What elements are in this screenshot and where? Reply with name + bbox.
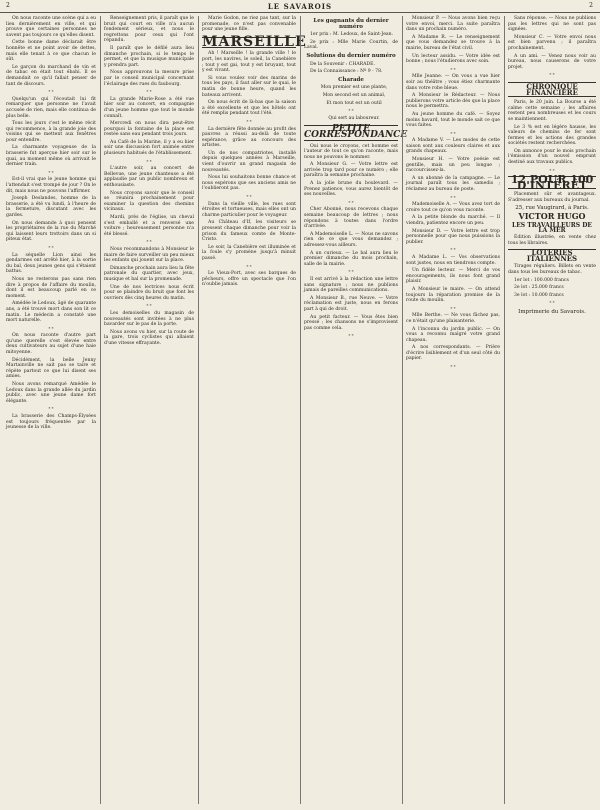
column-rule (504, 16, 505, 804)
separator: * * (48, 406, 54, 412)
separator: * * (450, 364, 456, 370)
separator: * * (450, 305, 456, 311)
marseille-title: MARSEILLE (202, 33, 307, 50)
news-item: Cette bonne dame déclarait être honnête et ne point avoir de dettes, mais elle tenait à ce que chacun le sût. (6, 40, 96, 63)
separator: * * (450, 247, 456, 253)
separator: * * (146, 89, 152, 95)
news-item: On nous raconte d'autre part qu'une querelle s'est élevée entre deux cultivateurs au sujet d'une haie mitoyenne. (6, 333, 96, 356)
correspondance-item: A Madame V. — Les modes de cette saison sont aux couleurs claires et aux grands chapeaux. (406, 138, 500, 155)
column-3-intro: Marie Godon, ne riez pas tant, sur la promenade, ce n'est pas convenable pour une jeune fille. (202, 16, 296, 33)
news-item: Il paraît que le défilé aura lieu dimanche prochain, si le temps le permet, et que la musique municipale y prendra part. (104, 45, 194, 68)
correspondance-item: Mlle Jeanne. — On vous a vue hier soir au théâtre ; vous étiez charmante dans votre robe bleue. (406, 74, 500, 91)
news-item: Nous avons remarqué Amédée le Ledoux dans la grande allée du jardin public, avec une jeune dame fort élégante. (6, 382, 96, 404)
column-3 (202, 16, 307, 804)
separator: * * (348, 199, 354, 205)
victor-hugo-ad-heading: VICTOR HUGO (518, 211, 586, 222)
marseille-paragraph: Si vous voulez voir des marins de tous les pays, il faut aller sur le quai, le matin de bonne heure, quand les bateaux arrivent. (202, 75, 296, 98)
column-5 (406, 16, 500, 804)
news-item: Mardi, près de l'église, un cheval s'est emballé et a renversé une voiture ; heureusement personne n'a été blessé. (104, 215, 194, 237)
news-item: Une de nos lectrices nous écrit pour se plaindre du bruit que font les ouvriers dès cinq heures du matin. (104, 284, 194, 301)
news-item: Nous croyons savoir que le conseil se réunira prochainement pour examiner la question des chemins vicinaux. (104, 190, 194, 213)
news-item: Les demoiselles du magasin de nouveautés sont invitées à ne plus bavarder sur le pas de la porte. (104, 310, 194, 328)
news-item: L'autre soir, au concert de Bellevue, une jeune chanteuse a été applaudie par un public nombreux et enthousiaste. (104, 166, 194, 189)
charade-line: Mon second est un animal, (322, 92, 386, 98)
solution-line: De la Connaissance : Nº 9 - 78. (310, 69, 383, 75)
column-rule (100, 16, 101, 804)
loterie-line: 3e lot : 10.000 francs (514, 292, 564, 298)
marseille-paragraph: Le Vieux-Port, avec ses barques de pêcheurs, offre un spectacle que l'on n'oublie jamais. (202, 271, 296, 288)
separator: * * (450, 66, 456, 72)
chronique-paragraph: Le 3 % est en légère hausse, les valeurs de chemins de fer sont fermes et les actions des grandes sociétés restent recherchées. (508, 124, 596, 147)
marseille-paragraph: On nous écrit de là-bas que la saison a été excellente et que les hôtels ont été remplis pendant tout l'été. (202, 100, 296, 117)
correspondance-item: Au jeune homme du café. — Soyez moins bavard, tout le monde sait ce que vous faites. (406, 111, 500, 129)
solution-line: De la Souvenir : CHARADE. (310, 61, 375, 67)
separator: * * (48, 169, 54, 175)
page-number-left: 2 (6, 2, 11, 9)
separator: * * (450, 130, 456, 136)
news-item: On nous raconte une scène qui a eu lieu dernièrement en ville, et qui prouve que certaines personnes ne savent pas toujours ce qu'elles disent. (6, 16, 96, 38)
petite-correspondance-title: PETITE CORRESPONDANCE (304, 124, 408, 140)
correspondance-item: A la jolie brune du boulevard. — Prenez patience, vous aurez bientôt de ses nouvelles. (304, 181, 398, 198)
winners-heading: Les gagnants du dernier numéro (313, 18, 389, 30)
separator: * * (146, 239, 152, 245)
news-item: La séquelle Lion ainsi les gendarmes ont arrêté hier, à la sortie du bal, deux jeunes gens qui s'étaient battus. (6, 252, 96, 275)
marseille-paragraph: La dernière fête donnée au profit des pauvres a réussi au-delà de toute espérance, grâce au concours des artistes. (202, 126, 296, 149)
correspondance-item: A la petite blonde du marché. — Il viendra, patientez encore un peu. (406, 215, 500, 226)
correspondance-item: Monsieur P. — Nous avons bien reçu votre envoi, merci. La suite paraîtra dans un prochain numéro. (406, 16, 500, 33)
correspondance-item: A Madame L. — Vos observations sont justes, nous en tiendrons compte. (406, 254, 500, 266)
news-item: On nous demande à quoi pensent les propriétaires de la rue du Marché qui laissent leurs trottoirs dans un si piteux état. (6, 220, 96, 243)
correspondance-item: Il est arrivé à la rédaction une lettre sans signature ; nous ne publions jamais de pareilles communications. (304, 276, 398, 294)
separator: * * (246, 118, 252, 124)
correspondance-item: Mlle Berthe. — Ne vous fâchez pas, ce n'était qu'une plaisanterie. (406, 313, 500, 324)
news-item: Mercredi on nous dira peut-être pourquoi la fontaine de la place est restée sans eau pendant trois jours. (104, 121, 194, 138)
charade-line: Mon premier est une plante, (320, 85, 388, 91)
charade-line: Et mon tout est un outil (326, 100, 382, 106)
correspondance-item: Un lecteur assidu. — Votre idée est bonne ; nous l'étudierons avec soin. (406, 53, 500, 65)
correspondance-item: A un curieux. — Le bal aura lieu le premier dimanche du mois prochain, salle de la mairie. (304, 250, 398, 267)
correspondance-item: Cher Abonné, nous recevons chaque semaine beaucoup de lettres ; nous répondons à toutes dans l'ordre d'arrivée. (304, 207, 398, 230)
loteries-ad-text: Tirages réguliers. Billets en vente dans tous les bureaux de tabac. (508, 264, 596, 275)
newspaper-title: LE SAVAROIS (267, 2, 333, 11)
marseille-paragraph: Ah ! Marseille ! la grande ville ! le port, les navires, le soleil, la Canebière ; tout y est gai, tout y est bruyant, tout y est vivant. (202, 51, 296, 74)
separator: * * (348, 269, 354, 275)
separator: * * (450, 194, 456, 200)
marseille-paragraph: Dans la vieille ville, les rues sont étroites et tortueuses, mais elles ont un charme particulier pour le voyageur. (202, 201, 296, 218)
news-item: La brasserie des Champs-Élysées est toujours fréquentée par la jeunesse de la ville. (6, 414, 96, 431)
correspondance-item: Un fidèle lecteur. — Merci de vos encouragements, ils nous font grand plaisir. (406, 268, 500, 285)
loterie-line: 1er lot : 100.000 francs (514, 277, 569, 283)
interest-ad-heading: 12 POUR 100 D'INTÉRÊT (508, 176, 596, 189)
interest-ad-text: Placement sûr et avantageux. S'adresser aux bureaux du journal. (508, 192, 596, 204)
charade-line: Qui sert au laboureur. (328, 115, 380, 121)
correspondance-item: Monsieur D. — Votre lettre est trop personnelle pour que nous puissions la publier. (406, 228, 500, 245)
victor-hugo-ad-text: Édition illustrée, en vente chez tous les libraires. (508, 235, 596, 246)
news-item: Est-il vrai que le jeune homme qui l'attendait s'est trompé de jour ? On le dit, mais nous ne pouvons l'affirmer. (6, 177, 96, 194)
separator: * * (348, 108, 354, 114)
chronique-financiere-title: CHRONIQUE FINANCIÈRE (508, 82, 596, 97)
loterie-line: 2e lot : 25.000 francs (514, 285, 564, 291)
correspondance-item: A nos correspondants. — Prière d'écrire lisiblement et d'un seul côté du papier. (406, 345, 500, 362)
correspondance-item: Sans réponse. — Nous ne publions pas les lettres qui ne sont pas signées. (508, 16, 596, 33)
news-item: Le garçon du marchand de vin et de tabac en était tout ébahi. Il se demandait ce qu'il fallait penser de tant de discours. (6, 64, 96, 87)
news-item: Joseph Deslandes, homme de la brasserie, a été vu lundi, à l'heure de la fermeture, discutant avec les gardes. (6, 196, 96, 218)
page-header (0, 0, 600, 13)
page-number-right: 2 (589, 2, 594, 9)
news-item: Dimanche prochain aura lieu la fête patronale du quartier, avec jeux, musique et bal sur la promenade. (104, 265, 194, 282)
news-item: La charmante voyageuse de la brasserie fut aperçue hier soir sur le quai, au moment même où arrivait le dernier train. (6, 145, 96, 168)
separator: * * (146, 158, 152, 164)
news-item: Tous les jours c'est le même récit qui recommence, à la grande joie des voisins qui se mettent aux fenêtres pour entendre. (6, 121, 96, 143)
correspondance-item: A Monsieur B., rue Neuve. — Votre réclamation est juste, nous en ferons part à qui de droit. (304, 295, 398, 312)
loteries-ad-heading: LOTERIES ITALIENNES (508, 249, 596, 261)
marseille-paragraph: Au Château d'If, les visiteurs se pressent chaque dimanche pour voir la prison du fameux comte de Monte-Cristo. (202, 220, 296, 243)
column-rule (300, 16, 301, 804)
separator: * * (48, 325, 54, 331)
chronique-paragraph: Paris, le 20 juin. La Bourse a été calme cette semaine ; les affaires restent peu nombreuses et les cours se maintiennent. (508, 100, 596, 122)
news-item: Quelqu'un qui l'écoutait lui fit remarquer que personne ne l'avait accusée de rien, mais elle continua de plus belle. (6, 96, 96, 119)
news-item: Nous approuvons la mesure prise par le conseil municipal concernant l'éclairage des rues du faubourg. (104, 70, 194, 87)
footer-imprint: Imprimerie du Savarois. (518, 308, 586, 315)
separator: * * (348, 333, 354, 339)
column-2 (104, 16, 194, 804)
separator: * * (246, 263, 252, 269)
correspondance-item: A l'inconnu du jardin public. — On vous a reconnu malgré votre grand chapeau. (406, 326, 500, 343)
column-4 (304, 16, 408, 804)
victor-hugo-ad-subtitle: LES TRAVAILLEURS DE LA MER (512, 221, 592, 235)
column-rule (198, 16, 199, 804)
news-item: Décidément, la belle Jenny Martainville ne sait pas se taire et répète partout ce que lui disent ses amies. (6, 357, 96, 380)
news-item: Nous recommandons à Monsieur le maire de faire surveiller un peu mieux les enfants qui jouent sur la place. (104, 246, 194, 264)
correspondance-item: A Mademoiselle L. — Nous ne savons rien de ce que vous demandez ; adressez-vous ailleurs. (304, 231, 398, 248)
correspondance-item: Oui nous le croyons, cet homme est l'auteur de tout ce qu'on raconte, mais nous ne pouvons le nommer. (304, 143, 398, 160)
correspondance-item: A Monsieur le maire. — On attend toujours la réparation promise de la route du moulin. (406, 286, 500, 304)
correspondance-item: A Madame R. — Le renseignement que vous demandez se trouve à la mairie, bureau de l'état civil. (406, 34, 500, 51)
interest-ad-address: 25, rue Vaugirard, à Paris. (515, 204, 589, 211)
news-item: Renseignement pris, il paraît que le bruit qui court en ville n'a aucun fondement sérieux, et nous le regrettons pour ceux qui l'ont répandu. (104, 16, 194, 44)
separator: * * (549, 72, 555, 78)
news-item: Nous ne resterons pas sans rien dire à propos de l'affaire du moulin, dont il est beaucoup parlé en ce moment. (6, 276, 96, 299)
news-item: Au Café de la Marine, il y a eu hier soir une discussion fort animée entre plusieurs habitués de l'établissement. (104, 139, 194, 157)
separator: * * (48, 89, 54, 95)
correspondance-item: Au petit facteur. — Vous êtes bien pressé ; les chansons ne s'improvisent pas comme cela. (304, 314, 398, 331)
column-1 (6, 16, 96, 804)
correspondance-item: A Monsieur le Rédacteur. — Nous publierons votre article dès que la place nous le permettra. (406, 93, 500, 110)
column-rule (402, 16, 403, 804)
charade-heading: Charade (338, 76, 364, 83)
column-6 (508, 16, 596, 804)
correspondance-item: Monsieur H. — Votre poésie est gentille, mais un peu longue ; raccourcissez-la. (406, 157, 500, 174)
correspondance-item: A Monsieur G. — Votre lettre est arrivée trop tard pour ce numéro ; elle paraîtra la semaine prochaine. (304, 162, 398, 179)
separator: * * (246, 194, 252, 200)
marseille-paragraph: Nous lui souhaitons bonne chance et nous espérons que ses anciens amis ne l'oublieront pas. (202, 175, 296, 192)
winner-line: 2e prix : Mlle Marie Courtin, de Laval. (304, 39, 398, 51)
marseille-paragraph: Un de nos compatriotes, installé depuis quelques années à Marseille, vient d'ouvrir un grand magasin de nouveautés. (202, 150, 296, 173)
news-item: Nous avons vu hier, sur la route de la gare, trois cyclistes qui allaient d'une vitesse effrayante. (104, 329, 194, 346)
correspondance-item: Mademoiselle A. — Vous avez tort de croire tout ce qu'on vous raconte. (406, 202, 500, 213)
separator: * * (48, 244, 54, 250)
winner-line: 1er prix : M. Ledoux, de Saint-Jean. (310, 32, 394, 38)
marseille-paragraph: Le soir, la Canebière est illuminée et la foule s'y promène jusqu'à minuit passé. (202, 244, 296, 261)
separator: * * (549, 300, 555, 306)
chronique-paragraph: On annonce pour le mois prochain l'émission d'un nouvel emprunt destiné aux travaux publics. (508, 148, 596, 166)
correspondance-item: Monsieur C. — Votre envoi nous est bien parvenu ; il paraîtra prochainement. (508, 34, 596, 51)
correspondance-item: A un ami. — Venez nous voir au bureau, nous causerons de votre projet. (508, 53, 596, 70)
news-item: Amédée le Ledoux, âgé de quarante ans, a été trouvé mort dans son lit ce matin. Le médecin a constaté une mort naturelle. (6, 301, 96, 324)
solutions-heading: Solutions du dernier numéro (306, 52, 396, 59)
correspondance-item: A un abonné de la campagne. — Le journal paraît tous les samedis ; réclamez au bureau de poste. (406, 175, 500, 193)
separator: * * (549, 167, 555, 173)
separator: * * (146, 303, 152, 309)
news-item: La grande Marie-Rose a été vue hier soir au concert, en compagnie d'un jeune homme que tout le monde connaît. (104, 96, 194, 119)
